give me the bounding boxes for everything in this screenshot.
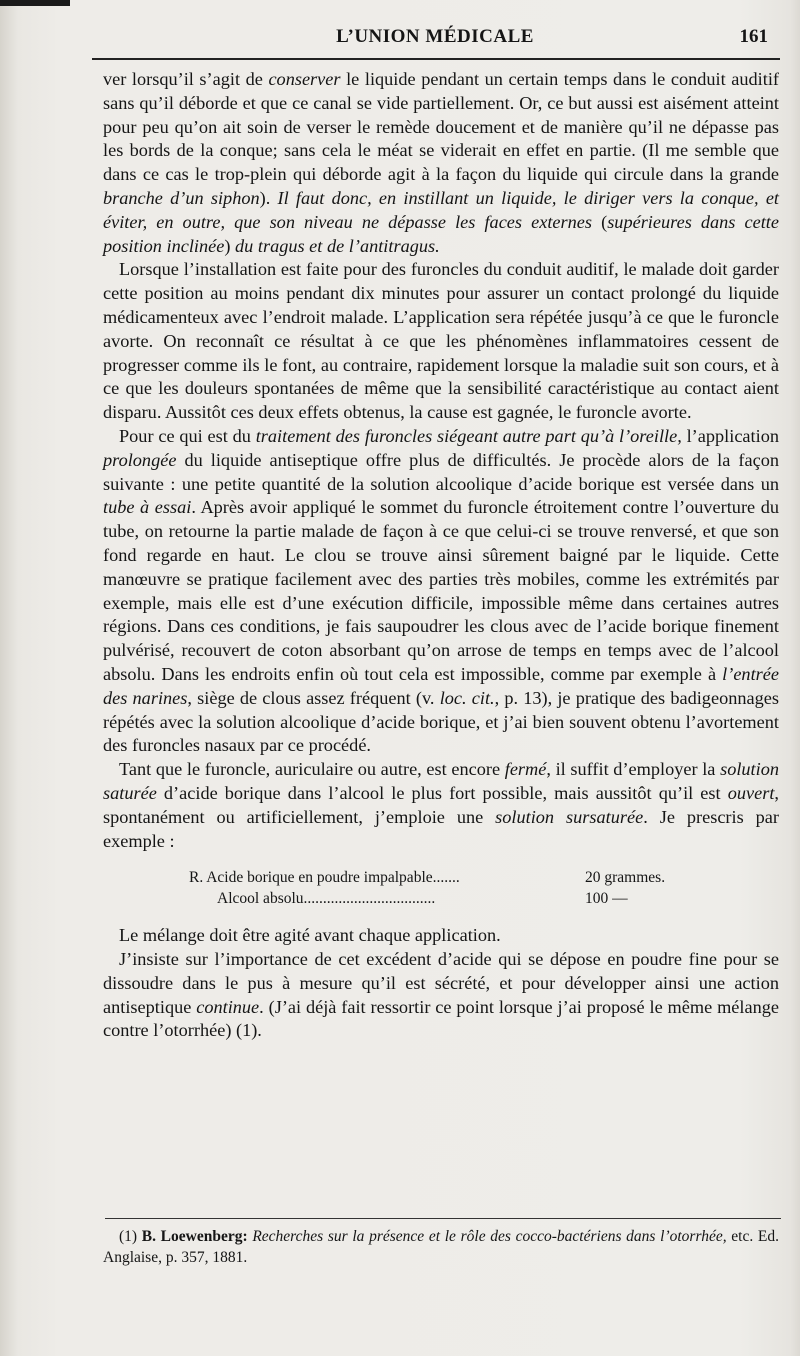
text-run: Lorsque l’installation est faite pour des furoncles du conduit auditif, le malade doit garder cette position au moins pendant dix minutes pour assurer un contact prolongé du liquide médicamenteux avec l’endroit malade. L’application sera répétée jusqu’à ce que le furoncle avorte. On reconnaît ce résultat à ce que les phénomènes inflammatoires cessent de progresser comme ils le font, au contraire, rapidement lorsque la maladie suit son cours, et à ce que les douleurs spontanées de même que la sensibilité caractéristique au contact aient disparu. Aussitôt ces deux effets obtenus, la cause est gagnée, le furoncle avorte. (103, 259, 779, 423)
text-run: ) (224, 235, 236, 256)
text-run: etc. Ed. Anglaise, p. 357, 1881. (103, 1228, 779, 1266)
text-run: ( (592, 211, 608, 232)
text-run: ). (259, 187, 278, 208)
paragraph (103, 258, 779, 425)
italic-text-run: supérieures dans cette position inclinée (103, 211, 779, 256)
text-run: J’insiste sur l’importance de cet excédent d’acide qui se dépose en poudre fine pour se dissoudre dans le pus à mesure qu’il est sécrété, et pour développer ainsi une action antiseptique (103, 949, 779, 1017)
text-run: ver lorsqu’il s’agit de (103, 69, 269, 89)
paragraph (103, 758, 779, 853)
paragraphs-after-recipe (103, 924, 779, 1043)
text-run: , siège de clous assez fréquent (v. (187, 687, 440, 708)
paragraph (103, 948, 779, 1043)
italic-text-run: branche d’un siphon (103, 187, 260, 208)
footnote-rule (105, 1218, 781, 1219)
paragraphs-before-recipe (103, 68, 779, 853)
italic-text-run: solution saturée (103, 759, 779, 803)
article-body (103, 68, 779, 1043)
prescription-line (103, 867, 779, 888)
text-run: l’application (681, 425, 779, 446)
text-run: du liquide antiseptique offre plus de difficultés. Je procède alors de la façon suivante : une petite quantité de la solution alcoolique d’acide borique est versée dans un (103, 449, 779, 494)
text-run: . Après avoir appliqué le sommet du furoncle étroitement contre l’ouverture du tube, on retourne la partie malade de façon à ce que celui-ci se trouve renversé, et que son fond regarde en haut. Le clou se trouve ainsi sûrement baigné par le liquide. Cette manœuvre se pratique facilement avec des parties très mobiles, comme les extrémités par exemple, mais elle est d’une exécution difficile, impossible même dans certaines autres régions. Dans ces conditions, je fais saupoudrer les clous avec de l’acide borique finement pulvérisé, recouvert de coton absorbant qu’on arrose de temps en temps avec de l’alcool absolu. Dans les endroits enfin où tout cela est impossible, comme par exemple à (103, 497, 779, 684)
footnote (103, 1226, 779, 1268)
italic-text-run: fermé (504, 759, 547, 780)
running-head (90, 26, 780, 62)
paragraph (103, 924, 779, 948)
text-run: d’acide borique dans l’alcool le plus fort possible, mais aussitôt qu’il est (156, 782, 728, 803)
prescription-quantity: 100 — (585, 890, 628, 908)
italic-text-run: prolongée (103, 449, 177, 470)
header-rule (92, 58, 780, 60)
prescription (103, 867, 779, 909)
italic-text-run: l’entrée des narines (103, 663, 779, 708)
italic-text-run: Recherches sur la présence et le rôle des cocco-bactériens dans l’otorrhée, (252, 1228, 727, 1245)
text-run: . (J’ai déjà fait ressortir ce point lorsque j’ai proposé le même mélange contre l’otorrhée) (1). (103, 996, 780, 1041)
text-run: le liquide pendant un certain temps dans le conduit auditif sans qu’il déborde et que ce canal se vide partiellement. Or, ce but aussi est aisément atteint pour peu qu’on ait soin de verser le remède doucement et de manière qu’il ne dépasse pas les bords de la conque; sans cela le méat se viderait en effet en partie. (Il me semble que dans ce cas le trop-plein qui déborde agit à la façon du liquide qui circule dans la grande (103, 69, 779, 185)
prescription-ingredient: R. Acide borique en poudre impalpable....... (189, 869, 460, 887)
text-run: . Je prescris par exemple : (103, 806, 779, 851)
italic-text-run: conserver (268, 69, 341, 89)
italic-text-run: Il faut donc, en instillant un liquide, le diriger vers la conque, et éviter, en outre, que son niveau ne dépasse les faces externes (103, 187, 780, 232)
text-run: , p. 13), je pratique des badigeonnages répétés avec la solution alcoolique d’acide borique, et j’ai bien souvent obtenu l’avortement des furoncles nasaux par ce procédé. (103, 687, 779, 756)
text-run: , spontanément ou artificiellement, j’emploie une (103, 782, 779, 827)
italic-text-run: du tragus et de l’antitragus. (235, 235, 440, 256)
italic-text-run: traitement des furoncles siégeant autre part qu’à l’oreille, (255, 425, 682, 446)
italic-text-run: tube à essai (103, 497, 192, 518)
prescription-line (103, 888, 779, 909)
paragraph (103, 425, 779, 758)
italic-text-run: solution sursaturée (495, 806, 644, 827)
journal-title: L’UNION MÉDICALE (336, 26, 534, 47)
text-run: Tant que le furoncle, auriculaire ou autre, est encore (119, 759, 505, 780)
italic-text-run: loc. cit. (439, 687, 495, 708)
bold-text-run: B. Loewenberg: (141, 1228, 248, 1245)
paragraph (103, 68, 779, 258)
page-number: 161 (739, 26, 768, 47)
text-run: Pour ce qui est du (119, 425, 256, 446)
italic-text-run: ouvert (727, 782, 775, 803)
text-run: (1) (119, 1228, 142, 1245)
page-edge-mark (0, 0, 70, 6)
text-run: Le mélange doit être agité avant chaque application. (119, 925, 501, 946)
prescription-quantity: 20 grammes. (585, 869, 666, 887)
text-run: , il suffit d’employer la (546, 759, 721, 780)
italic-text-run: continue (196, 996, 260, 1017)
prescription-ingredient: Alcool absolu.................................. (217, 890, 436, 908)
